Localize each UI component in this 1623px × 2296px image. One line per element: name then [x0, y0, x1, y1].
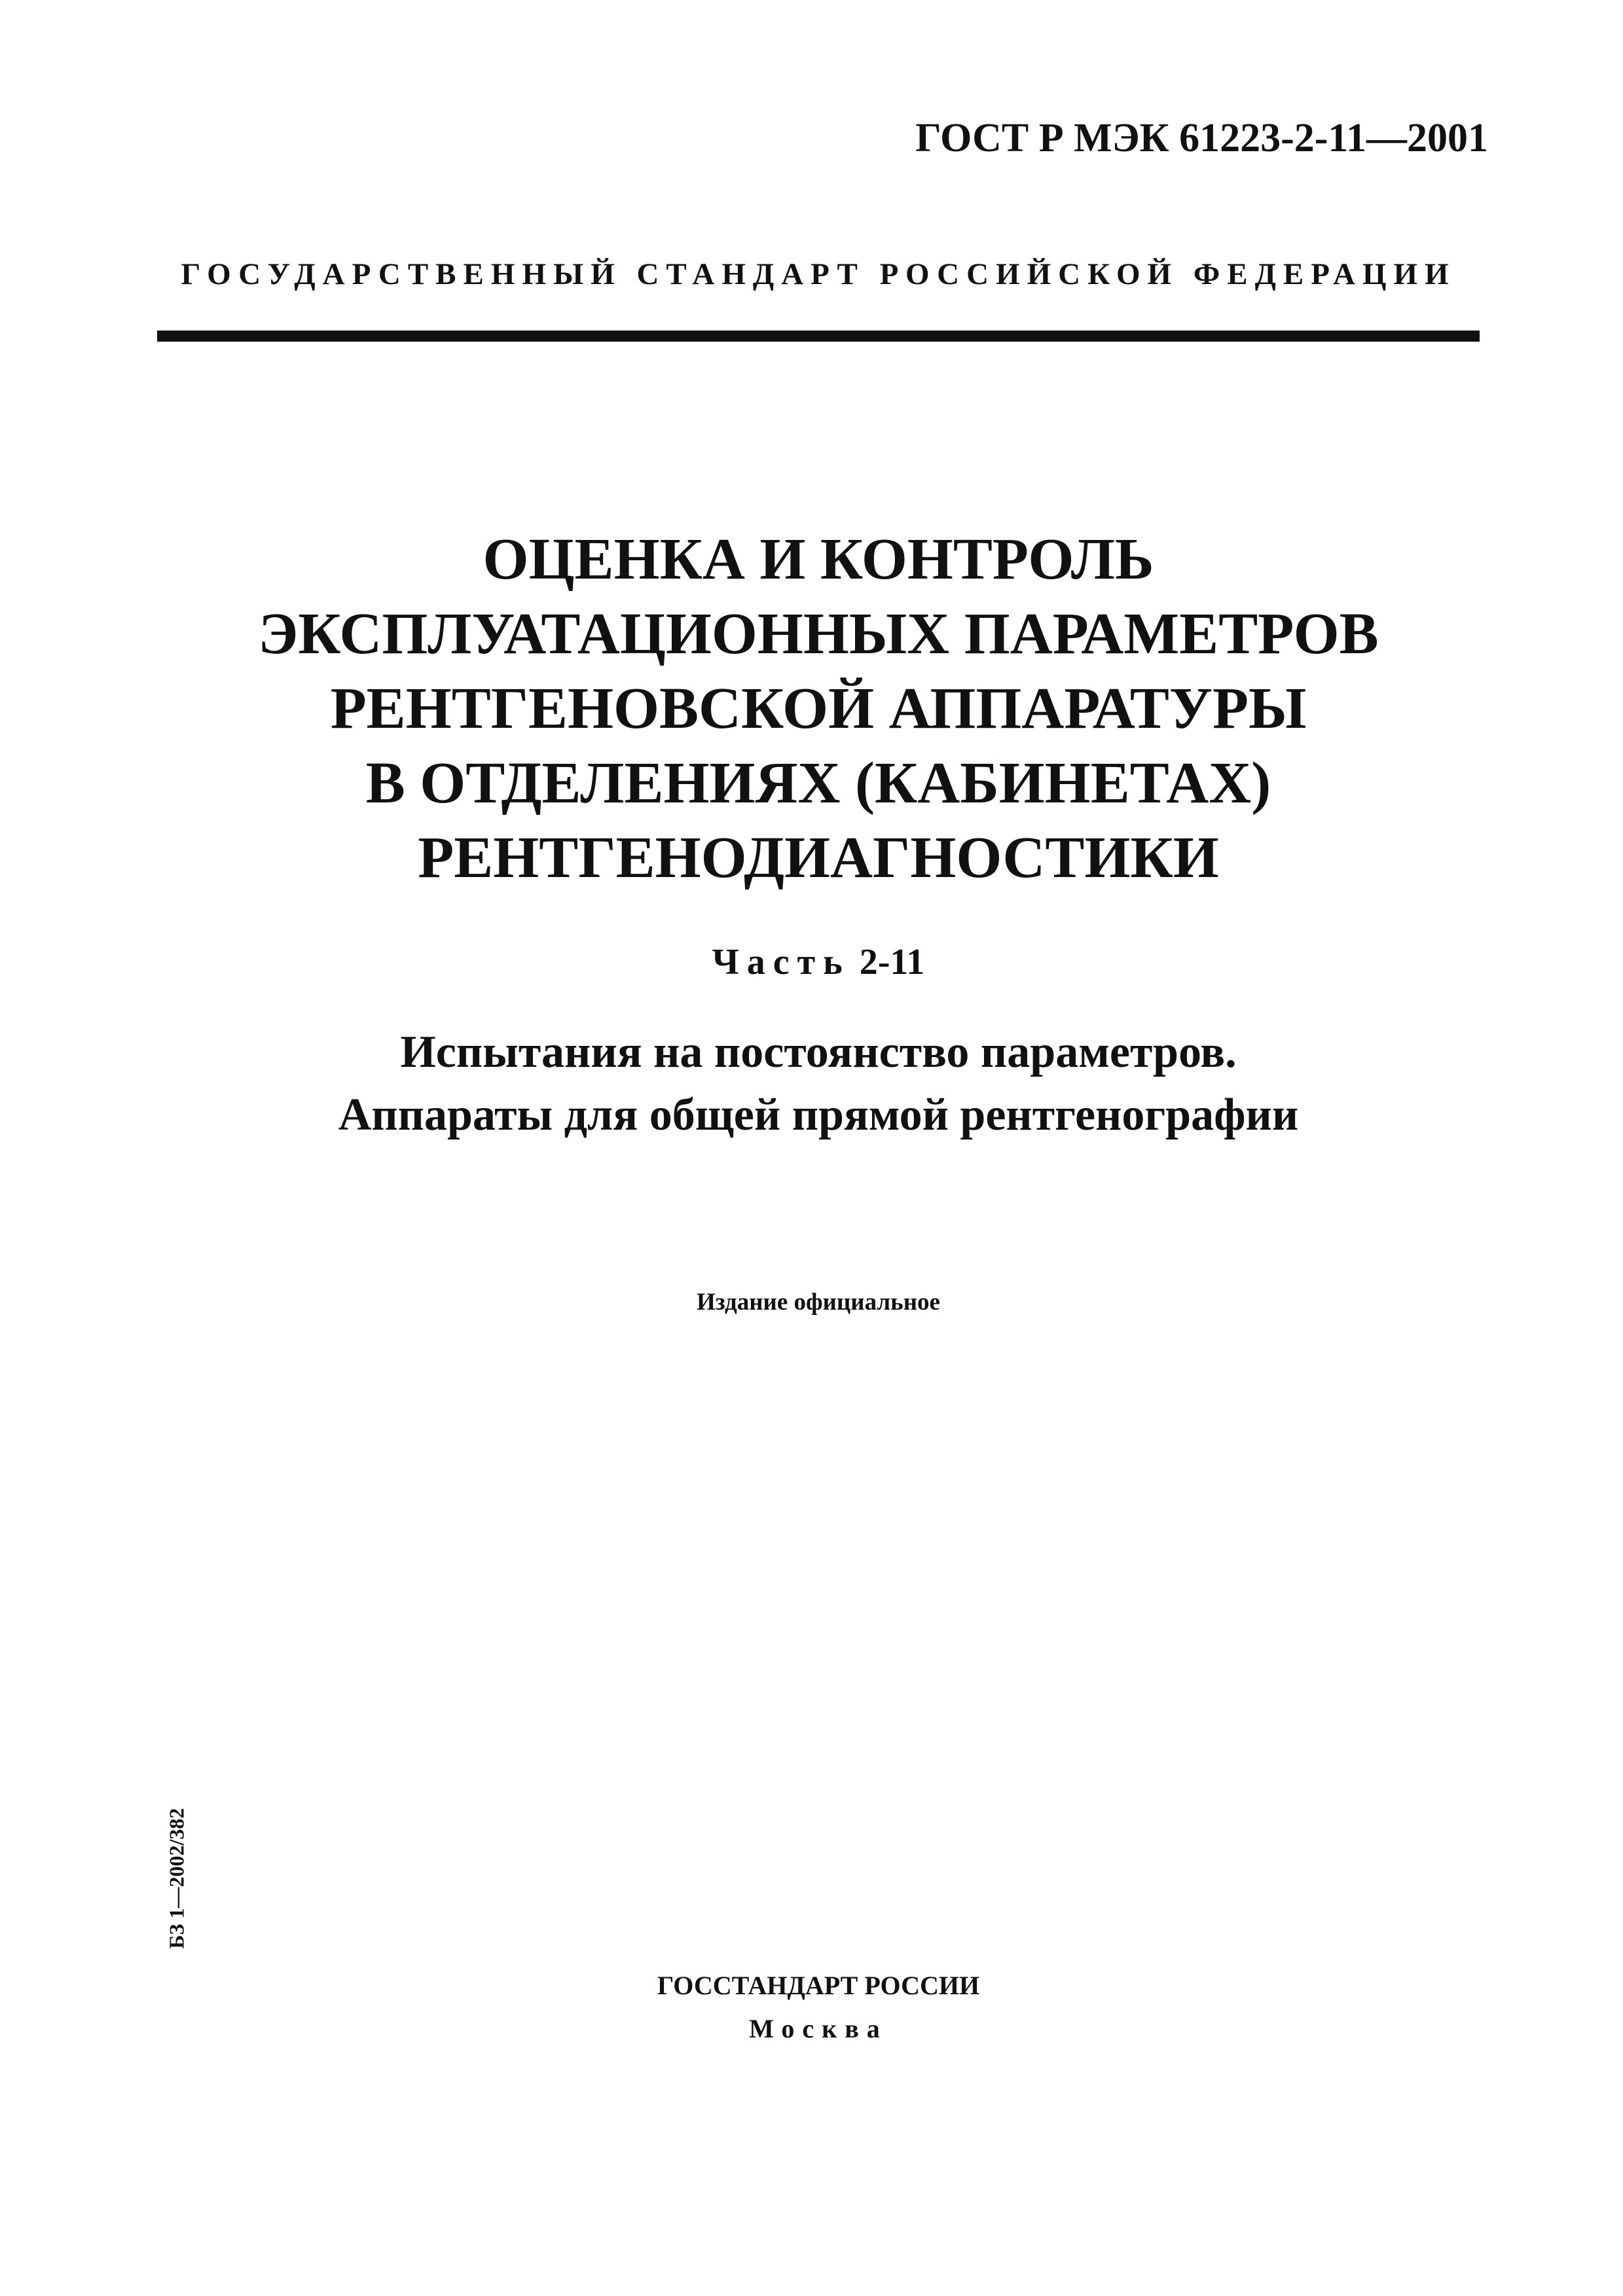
- city: Москва: [749, 2014, 888, 2043]
- main-title-line: РЕНТГЕНОДИАГНОСТИКИ: [418, 825, 1219, 890]
- edition-note: Издание официальное: [697, 1289, 940, 1316]
- state-standard-heading: ГОСУДАРСТВЕННЫЙ СТАНДАРТ РОССИЙСКОЙ ФЕДЕРАЦИИ: [181, 257, 1456, 291]
- part-heading: [157, 941, 1480, 983]
- part-label: Часть: [712, 942, 850, 982]
- part-number: 2-11: [859, 942, 925, 982]
- side-code: БЗ 1—2002/382: [164, 1808, 189, 1949]
- main-title-line: ОЦЕНКА И КОНТРОЛЬ: [483, 527, 1154, 592]
- subtitle-line: Аппараты для общей прямой рентгенографии: [338, 1090, 1299, 1140]
- main-title-line: ЭКСПЛУАТАЦИОННЫХ ПАРАМЕТРОВ: [258, 601, 1379, 666]
- main-title-line: РЕНТГЕНОВСКОЙ АППАРАТУРЫ: [330, 676, 1307, 741]
- subtitle-line: Испытания на постоянство параметров.: [400, 1027, 1237, 1077]
- main-title: [157, 522, 1480, 895]
- standard-designation: ГОСТ Р МЭК 61223-2-11—2001: [915, 116, 1488, 160]
- subtitle: [157, 1021, 1480, 1147]
- main-title-line: В ОТДЕЛЕНИЯХ (КАБИНЕТАХ): [365, 751, 1271, 816]
- header-rule: [157, 331, 1480, 342]
- publisher: ГОССТАНДАРТ РОССИИ: [657, 1971, 980, 2000]
